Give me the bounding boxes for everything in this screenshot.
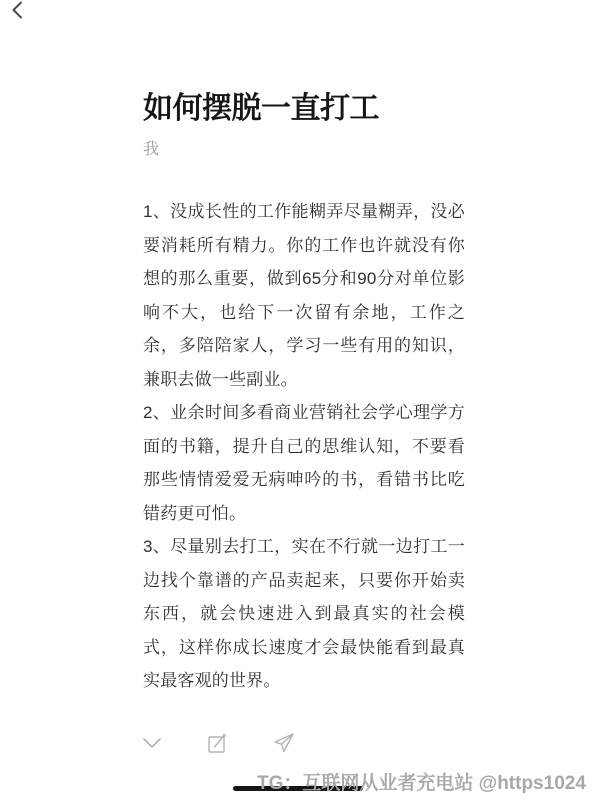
bottom-toolbar — [141, 731, 295, 755]
chevron-down-icon — [141, 736, 163, 750]
send-button[interactable] — [273, 731, 295, 755]
chevron-left-icon — [11, 1, 23, 24]
note-paragraph-2: 2、业余时间多看商业营销社会学心理学方面的书籍，提升自己的思维认知，不要看那些情情爱爱无病呻吟的书，看错书比吃错药更可怕。 — [143, 403, 465, 523]
note-paragraph-1: 1、没成长性的工作能糊弄尽量糊弄，没必要消耗所有精力。你的工作也许就没有你想的那么重要，做到65分和90分对单位影响不大，也给下一次留有余地，工作之余，多陪陪家人，学习一些有用的知识，兼职去做一些副业。 — [143, 202, 465, 389]
back-button[interactable] — [8, 2, 26, 22]
note-title: 如何摆脱一直打工 — [143, 92, 379, 125]
note-body[interactable] — [143, 195, 465, 698]
note-author: 我 — [143, 141, 160, 158]
watermark-text: TG：互联网从业者充电站 @https1024 — [257, 773, 586, 794]
compose-button[interactable] — [207, 731, 229, 755]
paper-plane-icon — [272, 731, 296, 755]
collapse-keyboard-button[interactable] — [141, 731, 163, 755]
note-content — [143, 92, 465, 698]
note-paragraph-3: 3、尽量别去打工，实在不行就一边打工一边找个靠谱的产品卖起来，只要你开始卖东西，就会快速进入到最真实的社会模式，这样你成长速度才会最快能看到最真实最客观的世界。 — [143, 537, 465, 690]
compose-icon — [206, 731, 230, 755]
